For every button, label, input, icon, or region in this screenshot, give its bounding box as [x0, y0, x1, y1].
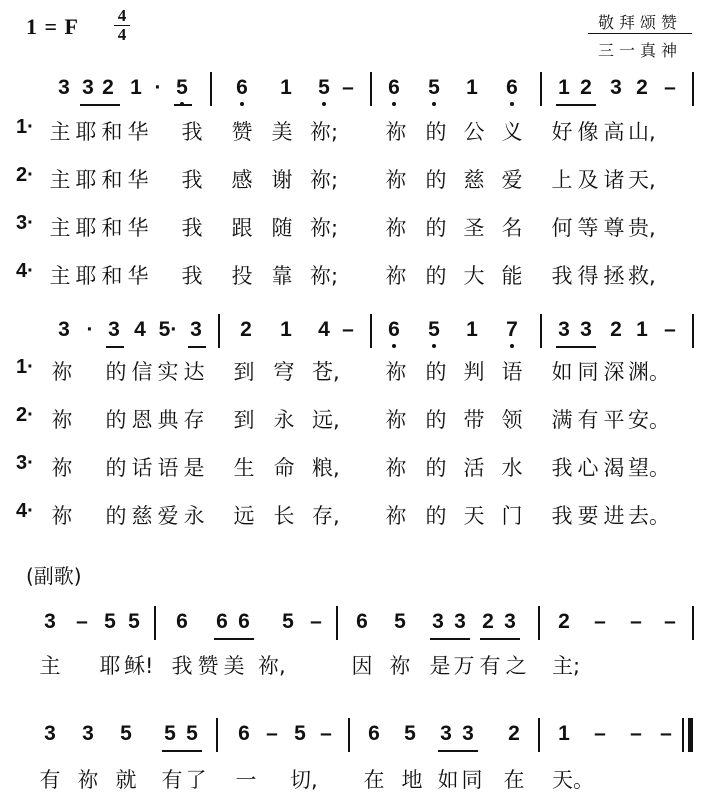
barline: [154, 606, 156, 640]
lyric-line-1-2: [0, 164, 710, 198]
note: 3: [82, 76, 94, 99]
note: 6: [238, 610, 250, 633]
syllable: 我: [551, 264, 573, 288]
verse-number: 1·: [16, 116, 34, 138]
syllable: 苍,: [312, 360, 340, 384]
underline-beam: [430, 638, 470, 640]
lyric-line-2-3: [0, 452, 710, 486]
syllable: 的: [105, 456, 127, 480]
syllable: 及: [577, 168, 599, 192]
note: 3: [108, 318, 120, 341]
syllable: 耶: [99, 654, 121, 678]
syllable: 感: [231, 168, 253, 192]
note: 5: [120, 722, 132, 745]
syllable: 靠: [271, 264, 293, 288]
syllable: 要: [577, 504, 599, 528]
note: 3: [432, 610, 444, 633]
note: ·: [86, 318, 94, 341]
notation-line-2: [0, 314, 710, 354]
syllable: 耶: [75, 264, 97, 288]
syllable: 等: [577, 216, 599, 240]
syllable: 在: [363, 768, 385, 792]
note: 1: [466, 318, 478, 341]
note: 3: [440, 722, 452, 745]
syllable: 高: [603, 120, 625, 144]
note: 3: [558, 318, 570, 341]
underline-beam: [80, 104, 120, 106]
syllable: 耶: [75, 168, 97, 192]
syllable: 了: [185, 768, 207, 792]
syllable: 渴: [603, 456, 625, 480]
syllable: 恩: [131, 408, 153, 432]
notation-line-1: [0, 72, 710, 112]
syllable: 生: [233, 456, 255, 480]
note: 3: [610, 76, 622, 99]
note: 2: [482, 610, 494, 633]
verse-number: 4·: [16, 500, 34, 522]
syllable: 的: [105, 408, 127, 432]
syllable: 满: [551, 408, 573, 432]
note: 1: [636, 318, 648, 341]
note: 7: [502, 318, 522, 342]
syllable: 上: [551, 168, 573, 192]
low-octave-dot: [432, 344, 436, 348]
syllable: 同: [461, 768, 483, 792]
note: 6: [176, 610, 188, 633]
time-denominator: 4: [117, 25, 127, 44]
chorus-notation-line-2: [0, 718, 710, 758]
chorus-lyric-line-2: [0, 764, 710, 798]
lyric-line-1-1: [0, 116, 710, 150]
syllable: 去。: [628, 504, 670, 528]
note: ·: [154, 76, 162, 99]
note: 2: [636, 76, 648, 99]
verse-number: 2·: [16, 164, 34, 186]
barline: [370, 314, 372, 348]
syllable: 赞: [231, 120, 253, 144]
low-octave-dot: [392, 102, 396, 106]
underline-beam: [214, 638, 254, 640]
syllable: 的: [425, 120, 447, 144]
syllable: 主: [49, 264, 71, 288]
note: 6: [384, 318, 404, 342]
barline: [370, 72, 372, 106]
barline: [538, 606, 540, 640]
note: 3: [44, 722, 56, 745]
syllable: 投: [231, 264, 253, 288]
lyric-line-2-4: [0, 500, 710, 534]
underline-beam: [438, 750, 478, 752]
syllable: 穹: [273, 360, 295, 384]
syllable: 我: [551, 504, 573, 528]
syllable: 贵,: [628, 216, 656, 240]
low-octave-dot: [322, 102, 326, 106]
note: –: [630, 610, 642, 633]
syllable: 天,: [628, 168, 656, 192]
note: –: [664, 76, 676, 99]
low-octave-dot: [240, 102, 244, 106]
note: 3: [580, 318, 592, 341]
syllable: 像: [577, 120, 599, 144]
note: –: [630, 722, 642, 745]
note: 5: [172, 76, 192, 100]
syllable: 永: [273, 408, 295, 432]
syllable: 存: [183, 408, 205, 432]
syllable: 的: [105, 504, 127, 528]
note: 6: [232, 76, 252, 100]
syllable: 的: [425, 168, 447, 192]
note: 2: [610, 318, 622, 341]
syllable: 美: [271, 120, 293, 144]
note: 6: [384, 76, 404, 100]
syllable: 跟: [231, 216, 253, 240]
syllable: 万: [453, 654, 475, 678]
syllable: 如: [551, 360, 573, 384]
syllable: 就: [115, 768, 137, 792]
syllable: 有: [161, 768, 183, 792]
syllable: 何: [551, 216, 573, 240]
barline: [540, 72, 542, 106]
syllable: 是: [183, 456, 205, 480]
syllable: 因: [351, 654, 373, 678]
note: 6: [502, 76, 522, 100]
note: 2: [102, 76, 114, 99]
chorus-lyric-line-1: [0, 650, 710, 684]
syllable: 圣: [463, 216, 485, 240]
syllable: 诸: [603, 168, 625, 192]
note: –: [594, 722, 606, 745]
syllable: 主: [49, 120, 71, 144]
syllable: 的: [105, 360, 127, 384]
syllable: 心: [577, 456, 599, 480]
lyric-line-2-2: [0, 404, 710, 438]
time-signature: [114, 8, 130, 43]
note: 5: [314, 76, 334, 100]
syllable: 慈: [131, 504, 153, 528]
key-signature: 1 = F: [26, 14, 79, 39]
syllable: 有: [39, 768, 61, 792]
note: 1: [466, 76, 478, 99]
syllable: 判: [463, 360, 485, 384]
syllable: 祢,: [258, 654, 286, 678]
syllable: 祢;: [310, 168, 339, 192]
syllable: 爱: [157, 504, 179, 528]
barline: [210, 72, 212, 106]
syllable: 爱: [501, 168, 523, 192]
syllable: 我: [181, 120, 203, 144]
note: 5: [294, 722, 306, 745]
syllable: 和: [101, 168, 123, 192]
syllable: 华: [127, 120, 149, 144]
syllable: 的: [425, 216, 447, 240]
syllable: 祢: [51, 504, 73, 528]
syllable: 之: [505, 654, 527, 678]
syllable: 救,: [628, 264, 656, 288]
syllable: 义: [501, 120, 523, 144]
syllable: 平: [603, 408, 625, 432]
note: 4: [318, 318, 330, 341]
note: 1: [558, 76, 570, 99]
note: –: [664, 318, 676, 341]
syllable: 如: [437, 768, 459, 792]
time-numerator: 4: [117, 6, 127, 25]
syllable: 祢: [77, 768, 99, 792]
syllable: 切,: [290, 768, 318, 792]
barline: [692, 606, 694, 640]
syllable: 主;: [552, 654, 581, 678]
note: –: [342, 318, 354, 341]
syllable: 祢: [385, 264, 407, 288]
note: 3: [462, 722, 474, 745]
lyric-line-2-1: [0, 356, 710, 390]
note: 2: [558, 610, 570, 633]
note: 6: [356, 610, 368, 633]
note: 5·: [158, 318, 178, 341]
note: 5: [186, 722, 198, 745]
syllable: 我: [551, 456, 573, 480]
note: 3: [58, 76, 70, 99]
syllable: 实: [157, 360, 179, 384]
syllable: 随: [271, 216, 293, 240]
note: 1: [280, 318, 292, 341]
note: –: [310, 610, 322, 633]
syllable: 天。: [552, 768, 594, 792]
syllable: 的: [425, 504, 447, 528]
note: 3: [504, 610, 516, 633]
syllable: 到: [233, 360, 255, 384]
syllable: 远: [233, 504, 255, 528]
underline-beam: [174, 104, 192, 106]
note: 2: [508, 722, 520, 745]
low-octave-dot: [510, 102, 514, 106]
syllable: 达: [183, 360, 205, 384]
syllable: 长: [273, 504, 295, 528]
syllable: 的: [425, 408, 447, 432]
note: 5: [104, 610, 116, 633]
barline: [692, 314, 694, 348]
lyric-line-1-4: [0, 260, 710, 294]
barline: [540, 314, 542, 348]
syllable: 门: [501, 504, 523, 528]
low-octave-dot: [392, 344, 396, 348]
note: –: [320, 722, 332, 745]
note: 3: [190, 318, 202, 341]
syllable: 在: [503, 768, 525, 792]
syllable: 远,: [312, 408, 340, 432]
syllable: 慈: [463, 168, 485, 192]
barline: [348, 718, 350, 752]
note: 3: [82, 722, 94, 745]
underline-beam: [188, 346, 206, 348]
verse-number: 4·: [16, 260, 34, 282]
syllable: 同: [577, 360, 599, 384]
syllable: 望。: [628, 456, 670, 480]
syllable: 命: [273, 456, 295, 480]
low-octave-dot: [432, 102, 436, 106]
syllable: 好: [551, 120, 573, 144]
syllable: 稣!: [124, 654, 154, 678]
note: 5: [394, 610, 406, 633]
syllable: 华: [127, 216, 149, 240]
barline: [692, 72, 694, 106]
syllable: 拯: [603, 264, 625, 288]
note: 2: [240, 318, 252, 341]
note: 3: [58, 318, 70, 341]
syllable: 领: [501, 408, 523, 432]
syllable: 祢: [385, 408, 407, 432]
syllable: 祢;: [310, 264, 339, 288]
note: 6: [238, 722, 250, 745]
syllable: 的: [425, 360, 447, 384]
credit-divider: [588, 33, 692, 34]
verse-number: 2·: [16, 404, 34, 426]
syllable: 深: [603, 360, 625, 384]
final-barline-thin: [682, 718, 684, 752]
syllable: 语: [501, 360, 523, 384]
note: 3: [44, 610, 56, 633]
syllable: 主: [39, 654, 61, 678]
note: –: [594, 610, 606, 633]
syllable: 能: [501, 264, 523, 288]
syllable: 是: [429, 654, 451, 678]
underline-beam: [556, 346, 596, 348]
syllable: 我: [181, 264, 203, 288]
syllable: 天: [463, 504, 485, 528]
syllable: 我: [181, 216, 203, 240]
note: 6: [368, 722, 380, 745]
barline: [216, 718, 218, 752]
note: 5: [164, 722, 176, 745]
note: 1: [130, 76, 142, 99]
syllable: 有: [577, 408, 599, 432]
verse-number: 1·: [16, 356, 34, 378]
syllable: 名: [501, 216, 523, 240]
syllable: 华: [127, 264, 149, 288]
syllable: 耶: [75, 216, 97, 240]
syllable: 安。: [628, 408, 670, 432]
note: 5: [128, 610, 140, 633]
note: 4: [134, 318, 146, 341]
syllable: 我: [171, 654, 193, 678]
syllable: 话: [131, 456, 153, 480]
syllable: 粮,: [312, 456, 340, 480]
note: 6: [216, 610, 228, 633]
syllable: 山,: [628, 120, 656, 144]
syllable: 水: [501, 456, 523, 480]
barline: [538, 718, 540, 752]
note: 1: [280, 76, 292, 99]
note: –: [76, 610, 88, 633]
note: 5: [424, 76, 444, 100]
syllable: 主: [49, 216, 71, 240]
underline-beam: [162, 750, 202, 752]
note: 5: [282, 610, 294, 633]
syllable: 一: [235, 768, 257, 792]
syllable: 祢: [385, 456, 407, 480]
syllable: 活: [463, 456, 485, 480]
note: –: [660, 722, 672, 745]
syllable: 我: [181, 168, 203, 192]
note: 1: [558, 722, 570, 745]
syllable: 存,: [312, 504, 340, 528]
syllable: 赞: [197, 654, 219, 678]
low-octave-dot: [510, 344, 514, 348]
verse-number: 3·: [16, 452, 34, 474]
lyric-line-1-3: [0, 212, 710, 246]
syllable: 祢: [385, 216, 407, 240]
syllable: 和: [101, 264, 123, 288]
note: 2: [580, 76, 592, 99]
credit-top: 敬拜颂赞: [597, 13, 682, 32]
underline-beam: [480, 638, 520, 640]
syllable: 带: [463, 408, 485, 432]
note: 5: [404, 722, 416, 745]
barline: [336, 606, 338, 640]
underline-beam: [556, 104, 596, 106]
syllable: 祢: [385, 168, 407, 192]
syllable: 的: [425, 264, 447, 288]
syllable: 大: [463, 264, 485, 288]
syllable: 语: [157, 456, 179, 480]
syllable: 祢: [385, 360, 407, 384]
underline-beam: [106, 346, 124, 348]
syllable: 祢: [389, 654, 411, 678]
syllable: 耶: [75, 120, 97, 144]
syllable: 祢: [385, 504, 407, 528]
syllable: 谢: [271, 168, 293, 192]
syllable: 进: [603, 504, 625, 528]
syllable: 永: [183, 504, 205, 528]
syllable: 尊: [603, 216, 625, 240]
chorus-label: (副歌): [26, 564, 82, 588]
syllable: 祢: [385, 120, 407, 144]
credit-bottom: 三一真神: [597, 41, 682, 60]
syllable: 祢;: [310, 216, 339, 240]
syllable: 祢;: [310, 120, 339, 144]
final-barline-thick: [688, 718, 693, 752]
note: 5: [424, 318, 444, 342]
syllable: 的: [425, 456, 447, 480]
syllable: 地: [401, 768, 423, 792]
syllable: 公: [463, 120, 485, 144]
syllable: 华: [127, 168, 149, 192]
chorus-notation-line-1: [0, 606, 710, 646]
note: –: [664, 610, 676, 633]
syllable: 祢: [51, 456, 73, 480]
syllable: 祢: [51, 408, 73, 432]
syllable: 祢: [51, 360, 73, 384]
syllable: 和: [101, 216, 123, 240]
syllable: 渊。: [628, 360, 670, 384]
syllable: 得: [577, 264, 599, 288]
syllable: 主: [49, 168, 71, 192]
syllable: 到: [233, 408, 255, 432]
note: –: [266, 722, 278, 745]
syllable: 有: [479, 654, 501, 678]
verse-number: 3·: [16, 212, 34, 234]
syllable: 典: [157, 408, 179, 432]
syllable: 信: [131, 360, 153, 384]
note: –: [342, 76, 354, 99]
syllable: 和: [101, 120, 123, 144]
syllable: 美: [223, 654, 245, 678]
note: 3: [454, 610, 466, 633]
barline: [218, 314, 220, 348]
